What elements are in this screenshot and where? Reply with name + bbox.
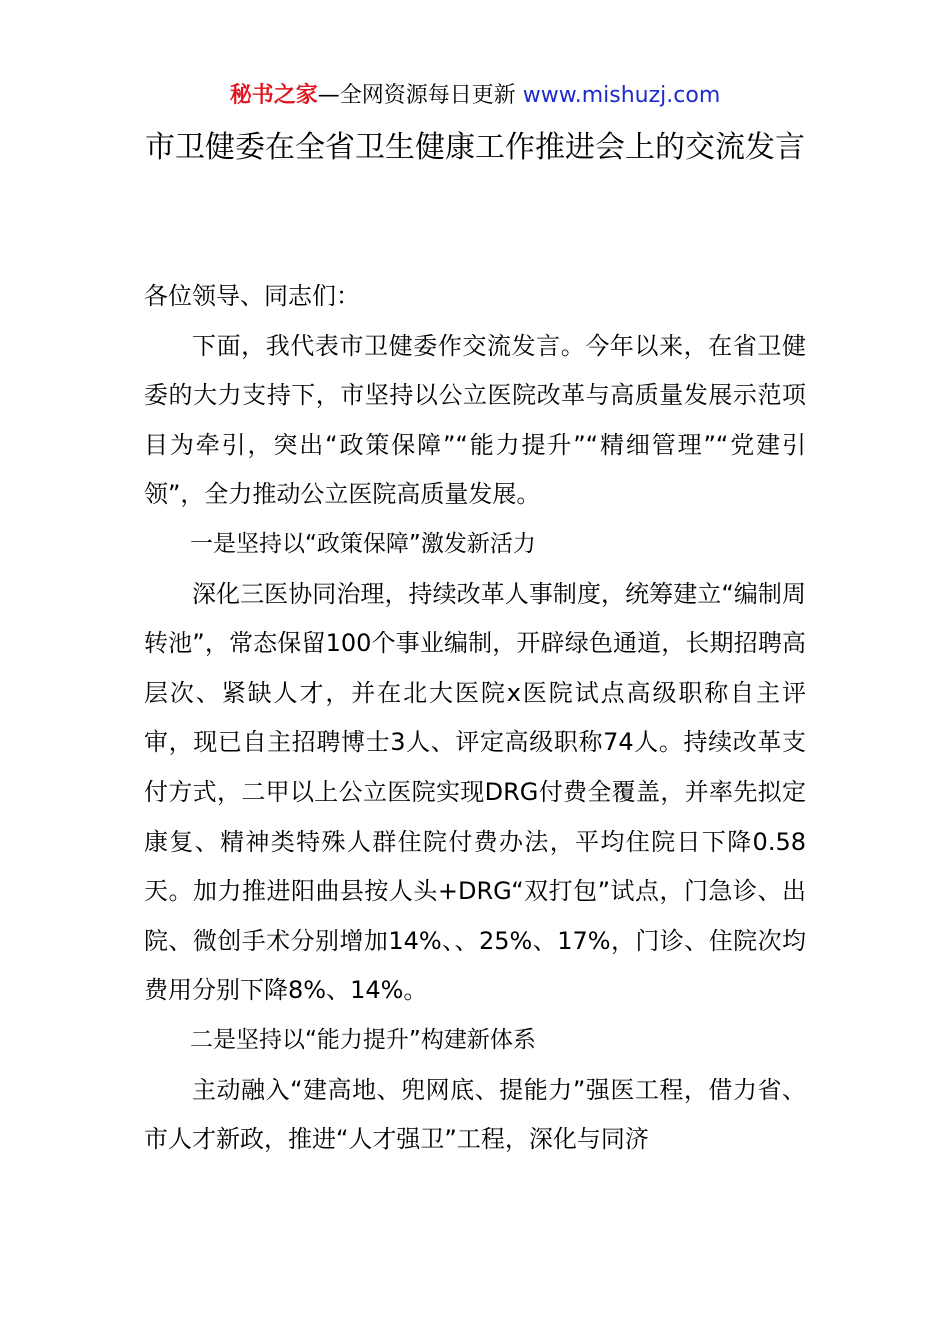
- salutation: 各位领导、同志们：: [144, 282, 360, 310]
- site-header: [0, 82, 950, 110]
- document-title: 市卫健委在全省卫生健康工作推进会上的交流发言: [145, 130, 805, 165]
- brand-name: 秘书之家: [229, 83, 318, 108]
- document-body: [144, 272, 806, 1165]
- section-heading-2: 二是坚持以“能力提升”构建新体系: [190, 1026, 536, 1053]
- section-paragraph-1: 深化三医协同治理，持续改革人事制度，统筹建立“编制周转池”，常态保留100个事业编制，开辟绿色通道，长期招聘高层次、紧缺人才，并在北大医院x医院试点高级职称自主评审，现已自主招聘博士3人、评定高级职称74人。持续改革支付方式，二甲以上公立医院实现DRG付费全覆盖，并率先拟定康复、精神类特殊人群住院付费办法，平均住院日下降0.58天。加力推进阳曲县按人头+DRG“双打包”试点，门急诊、出院、微创手术分别增加14%、、25%、17%，门诊、住院次均费用分别下降8%、14%。: [144, 579, 806, 1005]
- header-tagline: —全网资源每日更新: [317, 83, 516, 108]
- section-paragraph-2: 主动融入“建高地、兜网底、提能力”强医工程，借力省、市人才新政，推进“人才强卫”工程，深化与同济: [144, 1075, 806, 1154]
- intro-paragraph: 下面，我代表市卫健委作交流发言。今年以来，在省卫健委的大力支持下，市坚持以公立医院改革与高质量发展示范项目为牵引，突出“政策保障”“能力提升”“精细管理”“党建引领”，全力推动公立医院高质量发展。: [144, 331, 806, 509]
- site-url-link[interactable]: www.mishuzj.com: [522, 83, 721, 108]
- section-heading-1: 一是坚持以“政策保障”激发新活力: [190, 530, 536, 557]
